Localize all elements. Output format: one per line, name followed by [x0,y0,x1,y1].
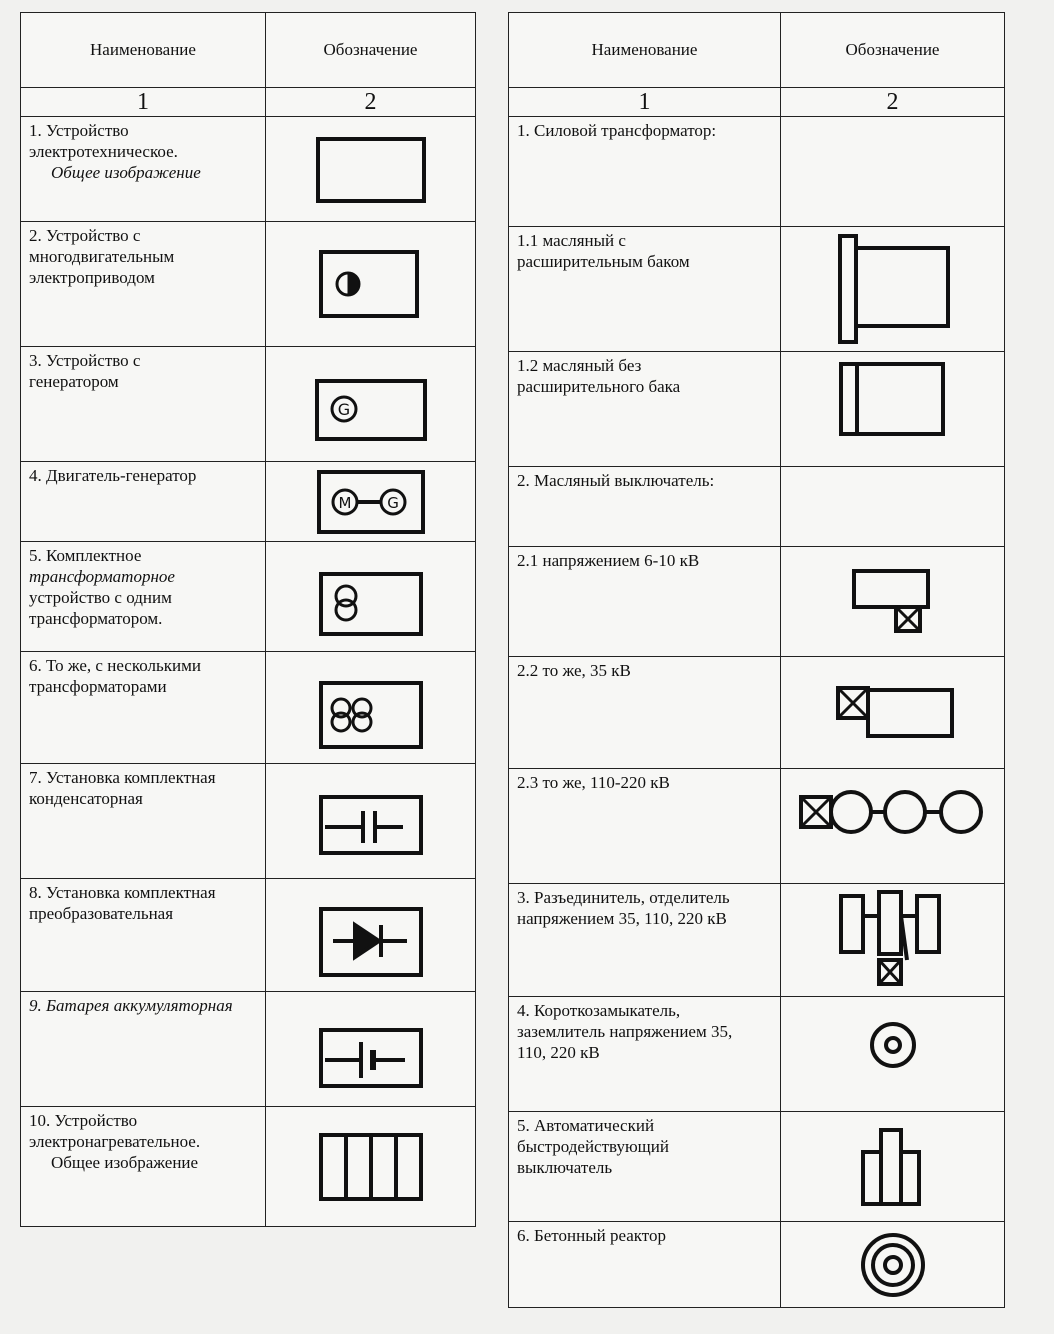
table-row [509,547,1005,657]
row-name: 9. Батарея аккумуляторная [21,992,266,1107]
table-row [21,764,476,879]
table-row [509,117,1005,227]
row-name: 2. Устройство с многодвигательным электроприводом [21,222,266,347]
row-name: 4. Двигатель-генератор [21,462,266,542]
table-row [509,997,1005,1112]
short-circuiter-icon [865,1017,921,1073]
oil-breaker-110-220kv-icon [795,785,991,841]
row-symbol [266,1107,476,1227]
row-name: 5. Комплектное трансформаторное устройство с одним трансформатором. [21,542,266,652]
row-name: 6. Бетонный реактор [509,1222,781,1308]
row-name: 1. Силовой трансформатор: [509,117,781,227]
multi-transformer-icon [315,677,427,753]
row-symbol [266,652,476,764]
battery-icon [315,1024,427,1094]
row-name: 2.1 напряжением 6-10 кВ [509,547,781,657]
table-row [509,352,1005,467]
row-name: 10. Устройство электронагревательное. Общее изображение [21,1107,266,1227]
row-name: 2.2 то же, 35 кВ [509,657,781,769]
table-row [21,117,476,222]
row-symbol [266,764,476,879]
row-symbol [266,542,476,652]
row-symbol [781,117,1005,227]
table-row [509,227,1005,352]
row-symbol [781,657,1005,769]
row-name: 2. Масляный выключатель: [509,467,781,547]
heater-icon [315,1129,427,1205]
row-symbol [266,117,476,222]
table-row [21,1107,476,1227]
table-row [509,1112,1005,1222]
half-filled-circle-icon [316,244,426,324]
row-name: 5. Автоматический быстродействующий выключатель [509,1112,781,1222]
right-col-number-1: 1 [509,88,781,117]
svg-text:G: G [386,493,399,512]
capacitor-icon [315,791,427,861]
row-symbol [266,222,476,347]
row-name: 3. Устройство с генератором [21,347,266,462]
row-name: 7. Установка комплектная конденсаторная [21,764,266,879]
table-row [509,1222,1005,1308]
table-row [21,652,476,764]
table-row [509,769,1005,884]
row-name: 8. Установка комплектная преобразовательная [21,879,266,992]
left-name-header: Наименование [21,13,266,88]
svg-text:M: M [338,493,351,512]
row-name: 1.1 масляный с расширительным баком [509,227,781,352]
oil-breaker-35kv-icon [828,682,958,744]
row-name: 1.2 масляный без расширительного бака [509,352,781,467]
row-symbol [781,1112,1005,1222]
right-symbol-header: Обозначение [781,13,1005,88]
motor-generator-icon [313,466,429,538]
table-row [21,347,476,462]
row-symbol [781,352,1005,467]
circuit-breaker-icon [853,1124,933,1210]
row-symbol [781,997,1005,1112]
table-row [509,467,1005,547]
row-symbol [266,992,476,1107]
row-name: 2.3 то же, 110-220 кВ [509,769,781,884]
row-symbol [266,879,476,992]
row-name: 4. Короткозамыкатель, заземлитель напряжением 35, 110, 220 кВ [509,997,781,1112]
left-symbol-header: Обозначение [266,13,476,88]
table-row [21,222,476,347]
diode-icon [315,903,427,983]
row-symbol [781,1222,1005,1308]
left-col-number-1: 1 [21,88,266,117]
rectangle-icon [311,129,431,209]
table-row [21,992,476,1107]
table-row [509,657,1005,769]
row-symbol [781,467,1005,547]
table-row [21,879,476,992]
oil-transformer-without-tank-icon [833,358,953,442]
row-symbol [781,547,1005,657]
row-symbol [266,462,476,542]
row-name: 3. Разъединитель, отделитель напряжением 35, 110, 220 кВ [509,884,781,997]
left-col-number-2: 2 [266,88,476,117]
single-transformer-icon [315,568,427,640]
row-symbol [781,884,1005,997]
row-symbol [781,769,1005,884]
right-name-header: Наименование [509,13,781,88]
disconnector-icon [835,888,951,992]
table-row [21,542,476,652]
row-symbol [266,347,476,462]
oil-breaker-6-10kv-icon [848,565,938,639]
right-symbols-table [508,12,1005,1308]
table-row [509,884,1005,997]
row-name: 1. Устройство электротехническое. Общее изображение [21,117,266,222]
oil-transformer-with-tank-icon [828,230,958,348]
right-col-number-2: 2 [781,88,1005,117]
svg-text:G: G [337,400,350,419]
table-row [21,462,476,542]
left-symbols-table [20,12,476,1227]
row-name: 6. То же, с несколькими трансформаторами [21,652,266,764]
concrete-reactor-icon [857,1229,929,1301]
row-symbol [781,227,1005,352]
generator-icon [311,375,431,447]
